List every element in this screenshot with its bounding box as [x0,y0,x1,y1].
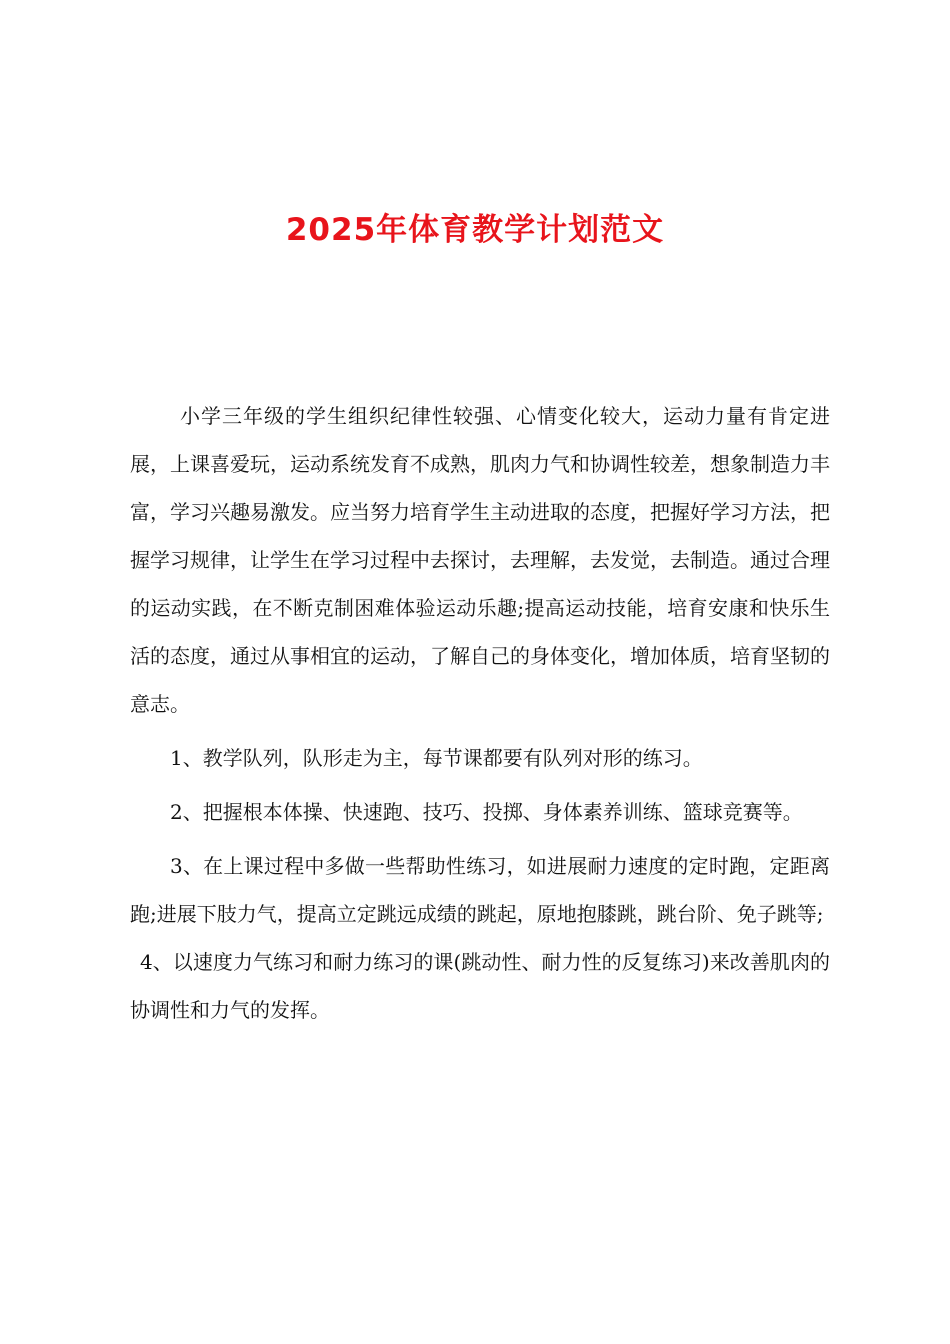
paragraph-intro: 小学三年级的学生组织纪律性较强、心情变化较大，运动力量有肯定进展，上课喜爱玩，运动系统发育不成熟，肌肉力气和协调性较差，想象制造力丰富，学习兴趣易激发。应当努力培育学生主动进取的态度，把握好学习方法，把握学习规律，让学生在学习过程中去探讨，去理解，去发觉，去制造。通过合理的运动实践，在不断克制困难体验运动乐趣;提高运动技能，培育安康和快乐生活的态度，通过从事相宜的运动，了解自己的身体变化，增加体质，培育坚韧的意志。 [130,404,830,716]
paragraph-item-2: 2、把握根本体操、快速跑、技巧、投掷、身体素养训练、篮球竞赛等。 [170,800,803,824]
paragraph-item-3: 3、在上课过程中多做一些帮助性练习，如进展耐力速度的定时跑，定距离跑;进展下肢力气，提高立定跳远成绩的跳起，原地抱膝跳，跳台阶、免子跳等; [130,854,830,926]
document-body [130,392,830,1034]
document-title: 2025年体育教学计划范文 [285,212,665,248]
paragraph-item-4: 4、以速度力气练习和耐力练习的课(跳动性、耐力性的反复练习)来改善肌肉的协调性和力气的发挥。 [130,950,830,1022]
paragraph-item-1: 1、教学队列，队形走为主，每节课都要有队列对形的练习。 [170,746,703,770]
